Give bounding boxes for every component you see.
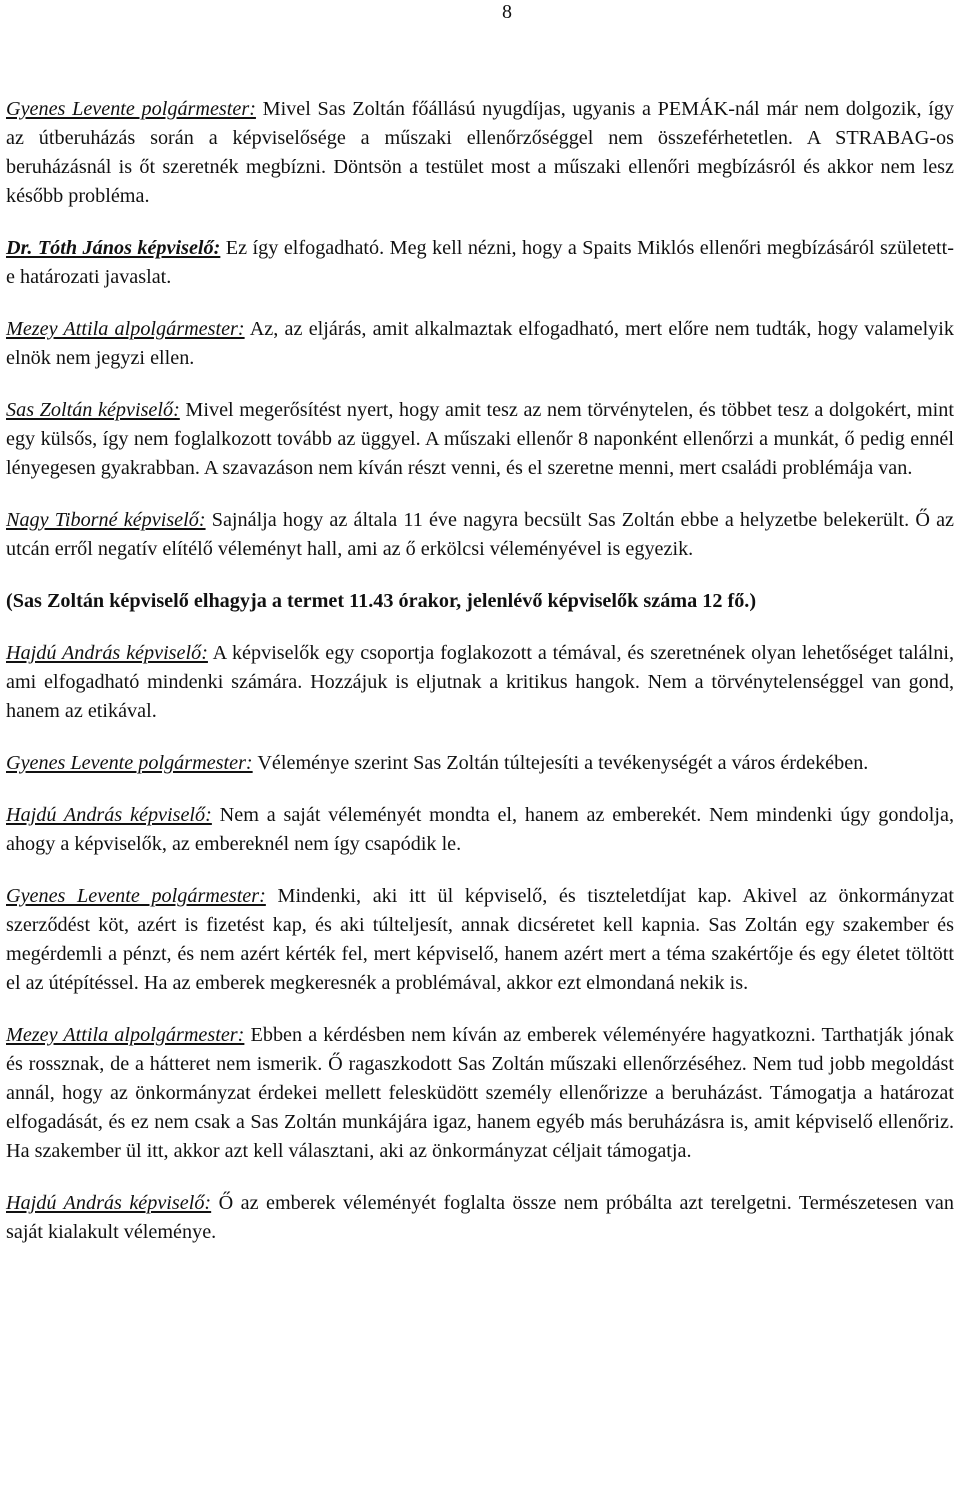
paragraph-text: Sajnálja hogy az általa 11 éve nagyra becsült Sas Zoltán ebbe a helyzetbe belekerült. Ő az utcán erről negatív elítélő véleményt hall, ami az ő erkölcsi véleményével is egyezik. xyxy=(6,509,954,560)
paragraph-hajdu-2 xyxy=(6,801,954,859)
procedural-note: (Sas Zoltán képviselő elhagyja a termet 11.43 órakor, jelenlévő képviselők száma 12 fő.) xyxy=(6,590,757,612)
paragraph-text: A képviselők egy csoportja foglakozott a témával, és szeretnének olyan lehetőséget találni, ami elfogadható mindenki számára. Hozzájuk is eljutnak a kritikus hangok. Nem a törvénytelenséggel van gond, hanem az etikával. xyxy=(6,642,954,722)
speaker-label: Dr. Tóth János képviselő: xyxy=(6,237,221,259)
paragraph-text: Az, az eljárás, amit alkalmaztak elfogadható, mert előre nem tudták, hogy valamelyik elnök nem jegyzi ellen. xyxy=(6,318,954,369)
paragraph-mayor-1 xyxy=(6,95,954,211)
paragraph-hajdu-3 xyxy=(6,1189,954,1247)
paragraph-text: Mivel Sas Zoltán főállású nyugdíjas, ugyanis a PEMÁK-nál már nem dolgozik, így az útberuházás során a képviselősége a műszaki ellenőrzőséggel nem összeférhetetlen. A STRABAG-os beruházásnál is őt szeretnék megbízni. Döntsön a testület most a műszaki ellenőri megbízásról és akkor nem lesz később probléma. xyxy=(6,98,955,207)
speaker-label: Nagy Tiborné képviselő: xyxy=(6,509,206,531)
paragraph-mezey-1 xyxy=(6,315,954,373)
paragraph-text: Nem a saját véleményét mondta el, hanem az emberekét. Nem mindenki úgy gondolja, ahogy a képviselők, az embereknél nem így csapódik le. xyxy=(6,804,954,855)
speaker-label: Sas Zoltán képviselő: xyxy=(6,399,180,421)
speaker-label: Hajdú András képviselő: xyxy=(6,642,208,664)
paragraph-mayor-3 xyxy=(6,882,954,998)
page-number: 8 xyxy=(502,1,512,23)
paragraph-toth xyxy=(6,234,954,292)
paragraph-sas xyxy=(6,396,954,483)
paragraph-text: Véleménye szerint Sas Zoltán túltejesíti a tevékenységét a város érdekében. xyxy=(252,752,869,774)
speaker-label: Hajdú András képviselő: xyxy=(6,804,212,826)
minutes-body xyxy=(6,95,954,1270)
speaker-label: Hajdú András képviselő: xyxy=(6,1192,212,1214)
speaker-label: Gyenes Levente polgármester: xyxy=(6,752,253,774)
speaker-label: Mezey Attila alpolgármester: xyxy=(6,318,245,340)
paragraph-text: Ő az emberek véleményét foglalta össze nem próbálta azt terelgetni. Természetesen van saját kialakult véleménye. xyxy=(6,1192,954,1243)
paragraph-nagy xyxy=(6,506,954,564)
speaker-label: Mezey Attila alpolgármester: xyxy=(6,1024,245,1046)
paragraph-mezey-2 xyxy=(6,1021,954,1166)
paragraph-text: Mindenki, aki itt ül képviselő, és tiszteletdíjat kap. Akivel az önkormányzat szerződést köt, azért is fizetést kap, és aki túlteljesít, annak dicséretet kell kapnia. Sas Zoltán egy szakember és megérdemli a pénzt, és nem azért kérték fel, mert képviselő, hanem azért mert a téma szakértője és egy életet töltött el az útépítéssel. Ha az emberek megkeresnék a problémával, akkor ezt elmondaná nekik is. xyxy=(6,885,955,994)
paragraph-mayor-2 xyxy=(6,749,954,778)
speaker-label: Gyenes Levente polgármester: xyxy=(6,98,256,120)
speaker-label: Gyenes Levente polgármester: xyxy=(6,885,266,907)
paragraph-text: Ebben a kérdésben nem kíván az emberek véleményére hagyatkozni. Tarthatják jónak és rossznak, de a hátteret nem ismerik. Ő ragaszkodott Sas Zoltán műszaki ellenőrzéséhez. Nem tud jobb megoldást annál, hogy az önkormányzat érdekei mellett felesküdött személy ellenőrizze a beruházást. Támogatja a határozat elfogadását, és ez nem csak a Sas Zoltán munkájára igaz, hanem egyéb más beruházásra is, amit képviselő ellenőriz. Ha szakember ül itt, akkor azt kell választani, aki az önkormányzat céljait támogatja. xyxy=(6,1024,954,1162)
paragraph-text: Ez így elfogadható. Meg kell nézni, hogy a Spaits Miklós ellenőri megbízásáról született-e határozati javaslat. xyxy=(6,237,954,288)
paragraph-text: Mivel megerősítést nyert, hogy amit tesz az nem törvénytelen, és többet tesz a dolgokért, mint egy külsős, így nem foglalkozott tovább az üggyel. A műszaki ellenőr 8 naponként ellenőrzi a munkát, ő pedig ennél lényegesen gyakrabban. A szavazáson nem kíván részt venni, és el szeretne menni, mert családi problémája van. xyxy=(6,399,954,479)
paragraph-hajdu-1 xyxy=(6,639,954,726)
